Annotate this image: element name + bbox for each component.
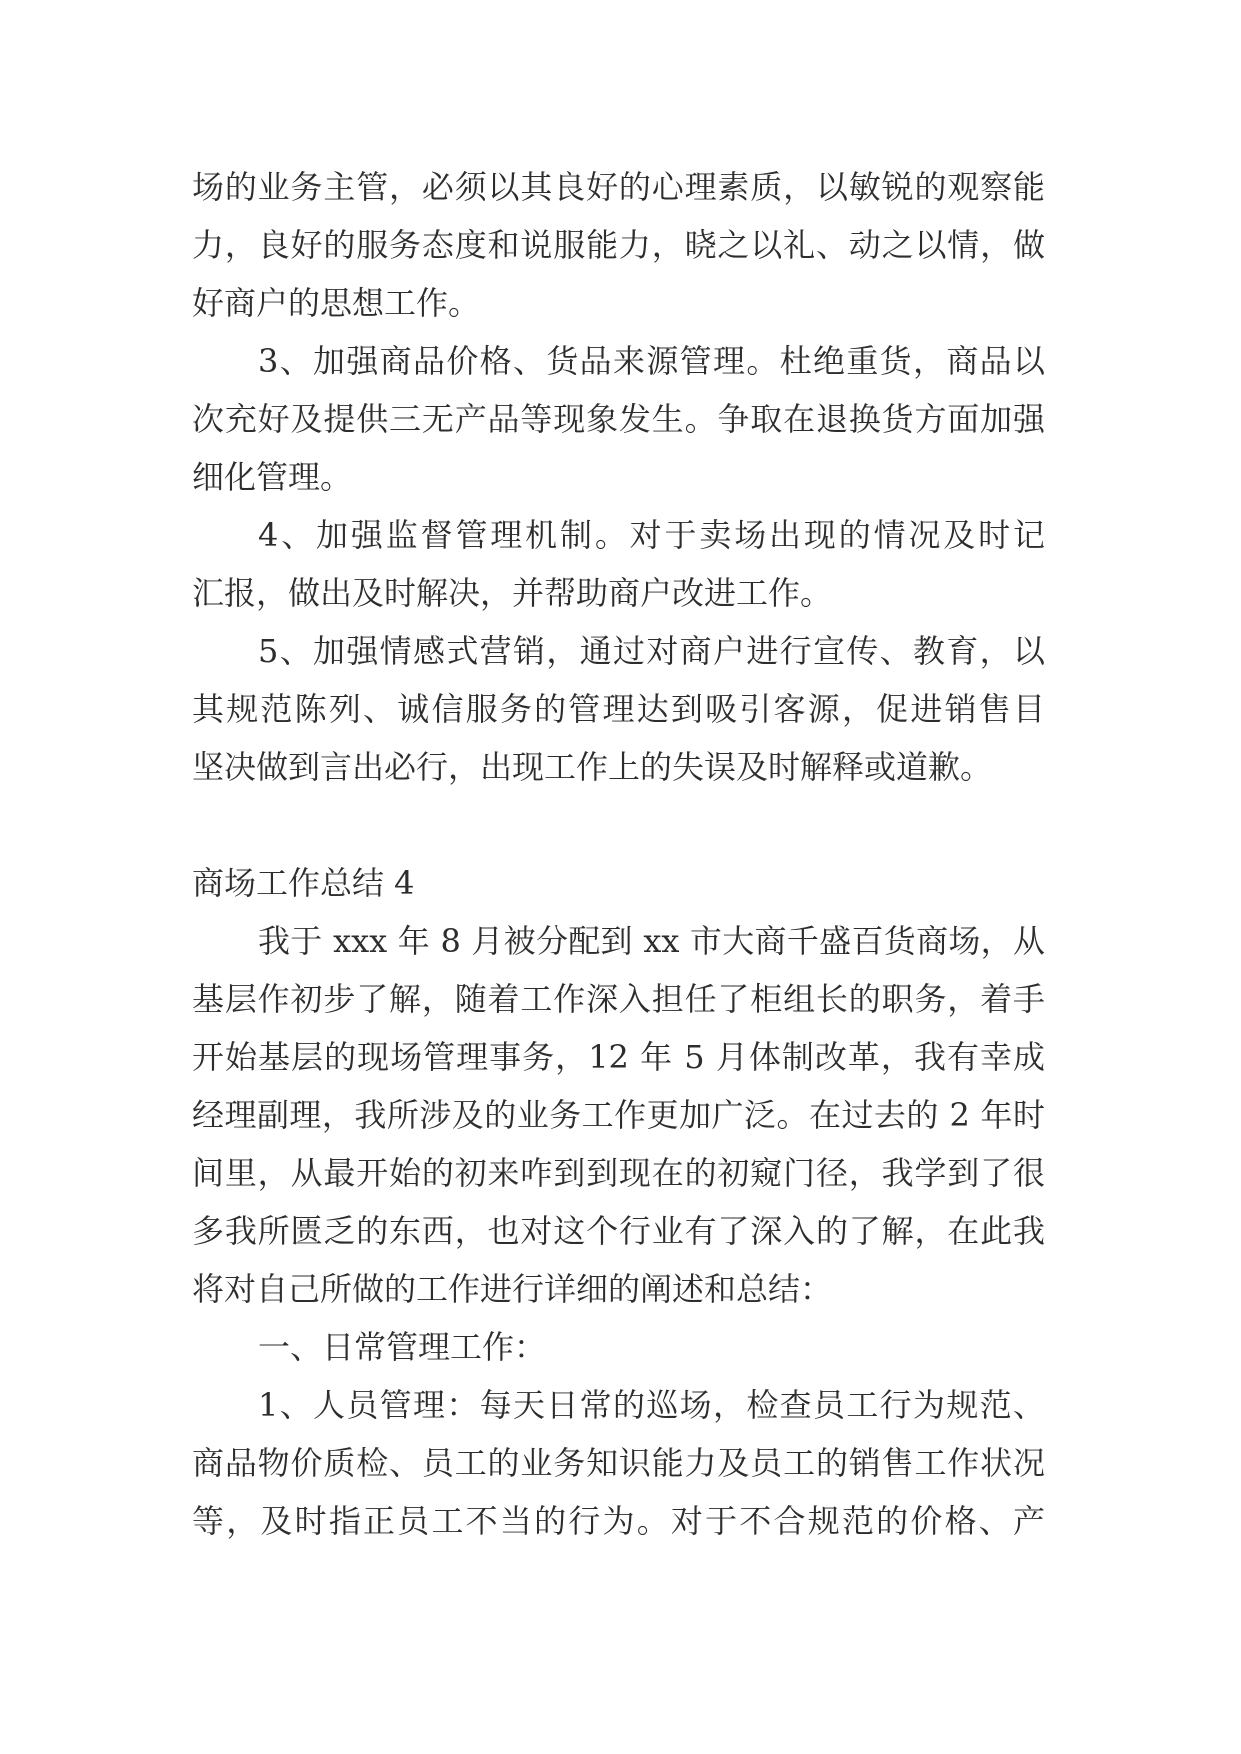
- subheading: 一、日常管理工作：: [258, 1328, 547, 1366]
- paragraph-line: 开始基层的现场管理事务，12 年 5 月体制改革，我有幸成: [192, 1038, 1045, 1076]
- paragraph-line: 汇报，做出及时解决，并帮助商户改进工作。: [192, 574, 833, 612]
- paragraph-line: 其规范陈列、诚信服务的管理达到吸引客源，促进销售目: [192, 690, 1045, 728]
- paragraph: [192, 912, 1045, 1318]
- paragraph-line: 次充好及提供三无产品等现象发生。争取在退换货方面加强: [192, 400, 1045, 438]
- paragraph: [192, 506, 1045, 622]
- paragraph: [192, 158, 1045, 332]
- section-title: 商场工作总结 4: [192, 864, 415, 902]
- paragraph-line: 1、人员管理：每天日常的巡场，检查员工行为规范、: [258, 1386, 1045, 1424]
- paragraph-line: 等，及时指正员工不当的行为。对于不合规范的价格、产: [192, 1502, 1045, 1540]
- paragraph-line: 3、加强商品价格、货品来源管理。杜绝重货，商品以: [258, 342, 1045, 380]
- paragraph-line: 力，良好的服务态度和说服能力，晓之以礼、动之以情，做: [192, 226, 1045, 264]
- document-body: [192, 158, 1045, 1550]
- paragraph: [192, 1376, 1045, 1550]
- paragraph-line: 将对自己所做的工作进行详细的阐述和总结：: [192, 1270, 833, 1308]
- paragraph-line: 基层作初步了解，随着工作深入担任了柜组长的职务，着手: [192, 980, 1045, 1018]
- paragraph-line: 场的业务主管，必须以其良好的心理素质，以敏锐的观察能: [192, 168, 1045, 206]
- paragraph-line: 细化管理。: [192, 458, 353, 496]
- paragraph-line: 多我所匮乏的东西，也对这个行业有了深入的了解，在此我: [192, 1212, 1045, 1250]
- paragraph-line: 我于 xxx 年 8 月被分配到 xx 市大商千盛百货商场，从: [258, 922, 1045, 960]
- paragraph: [192, 1318, 1045, 1376]
- paragraph-line: 经理副理，我所涉及的业务工作更加广泛。在过去的 2 年时: [192, 1096, 1045, 1134]
- paragraph-line: 5、加强情感式营销，通过对商户进行宣传、教育，以: [258, 632, 1045, 670]
- paragraph-line: 间里，从最开始的初来咋到到现在的初窥门径，我学到了很: [192, 1154, 1045, 1192]
- paragraph-line: 好商户的思想工作。: [192, 284, 481, 322]
- paragraph: [192, 622, 1045, 796]
- paragraph-line: 商品物价质检、员工的业务知识能力及员工的销售工作状况: [192, 1444, 1045, 1482]
- paragraph-line: 4、加强监督管理机制。对于卖场出现的情况及时记: [258, 516, 1045, 554]
- paragraph-line: 坚决做到言出必行，出现工作上的失误及时解释或道歉。: [192, 748, 993, 786]
- paragraph: [192, 332, 1045, 506]
